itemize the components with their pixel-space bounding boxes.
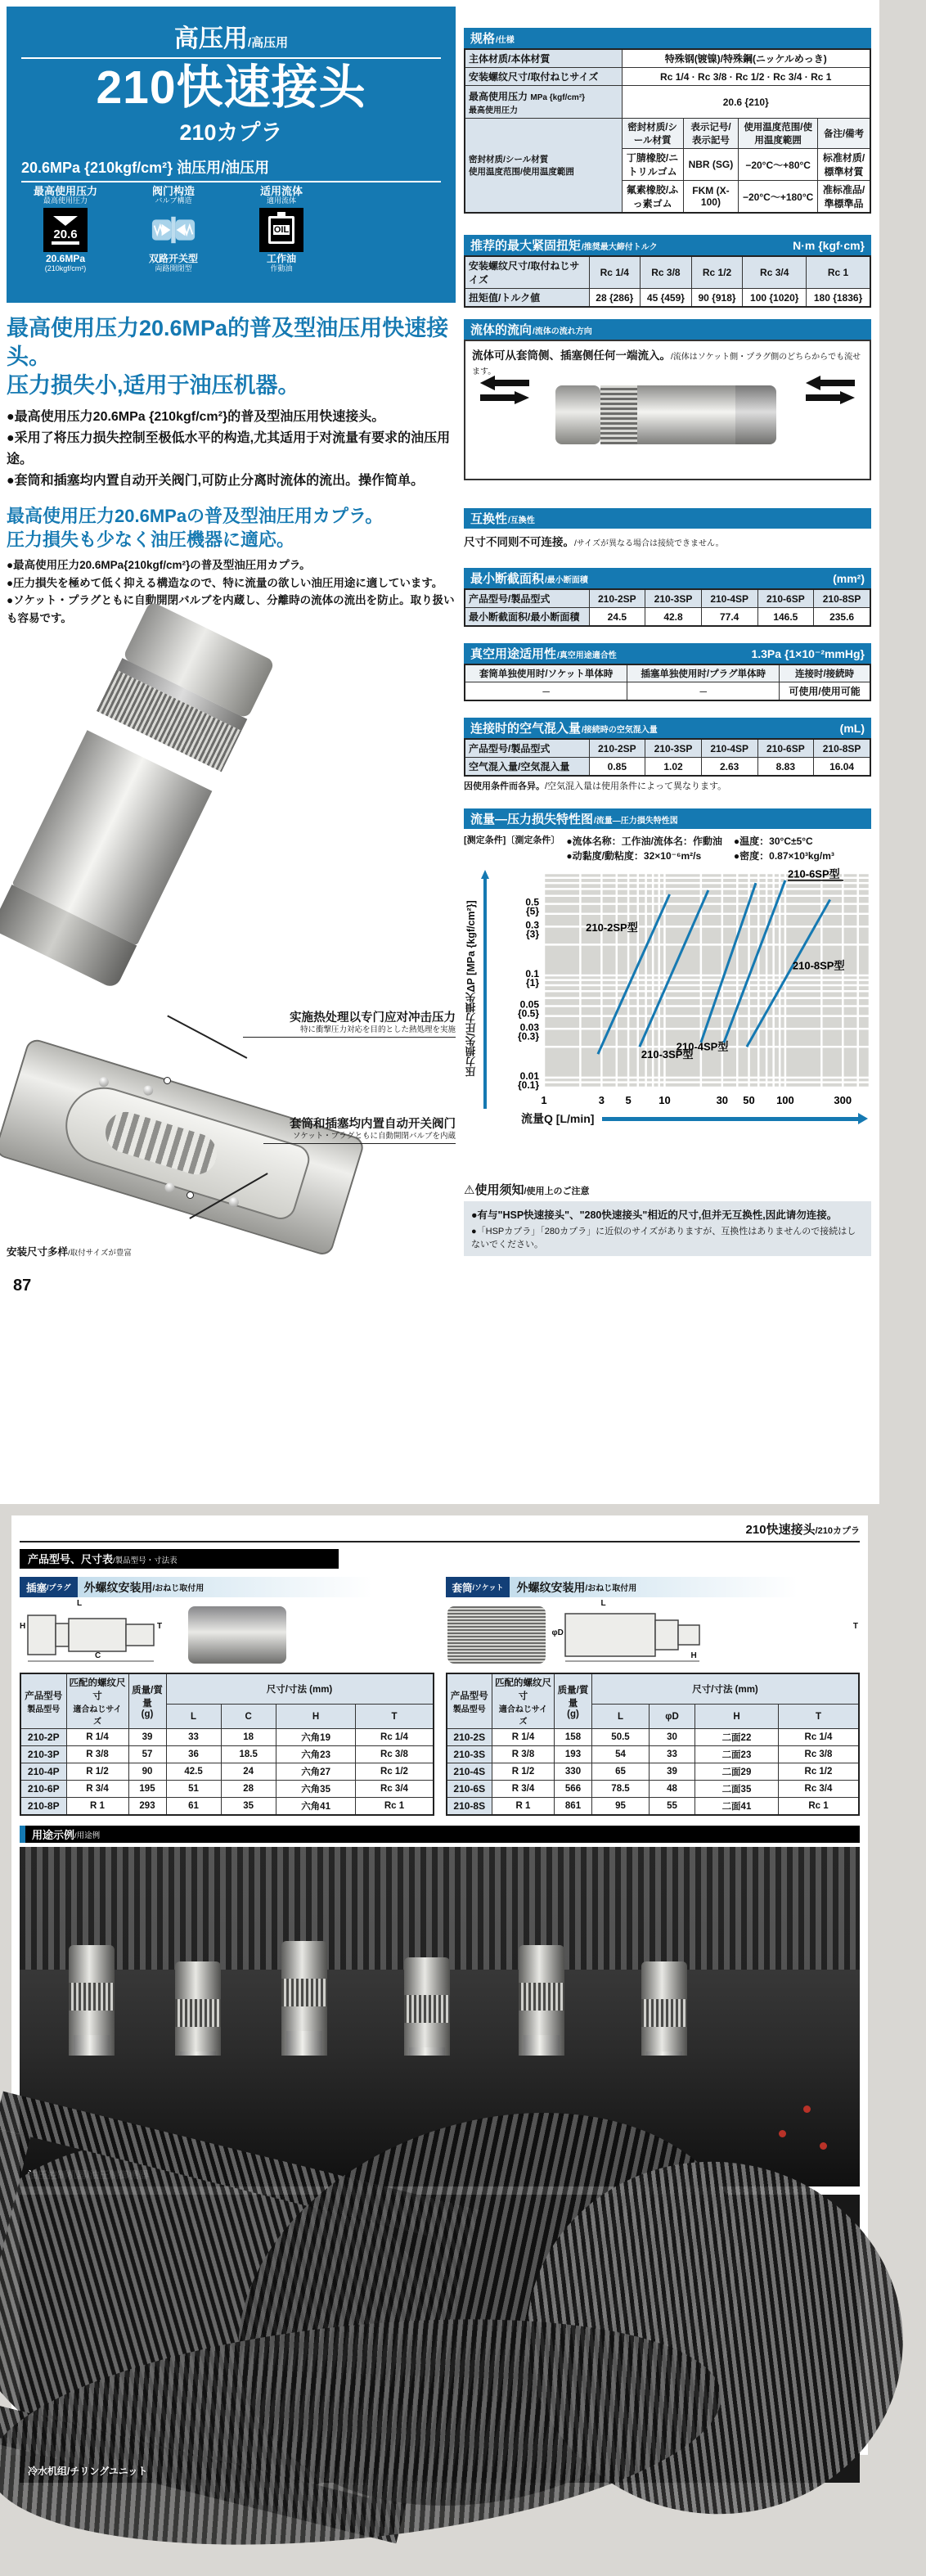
corner-title-jp: /210カプラ [815,1526,860,1536]
plug-bar [20,1577,434,1597]
headline-cn [7,314,456,400]
right-column [464,7,871,1256]
svg-text:0.01{0.1}: 0.01 {0.1} [517,1070,539,1091]
callout-heat-treatment [243,1011,456,1037]
left-column [7,7,456,1259]
cond-item: ●密度：0.87×10³kg/m³ [733,850,834,862]
icon-caption-jp: 両路開閉型 [155,263,192,272]
plug-section [20,1577,434,1816]
model-header: 210-6SP [757,739,814,758]
dim-phiD: φD [551,1628,564,1637]
size-header: Rc 3/4 [743,256,807,289]
area-value: 77.4 [701,608,757,627]
seal-cell: 氟素橡胶/ふっ素ゴム [622,181,683,214]
icon-caption-jp: 作動油 [270,263,293,272]
socket-bar [446,1577,861,1597]
caption-jp: /取付サイズが豊富 [68,1249,132,1259]
size-header: Rc 1 [807,256,870,289]
dim-T: T [157,1622,163,1631]
section-title-jp: /製品型号・寸法表 [113,1556,178,1565]
usage-notes-box [464,1201,871,1256]
model-header: 210-4SP [701,589,757,608]
row-label: 产品型号/製品型式 [465,589,589,608]
spec-value: Rc 1/4 · Rc 3/8 · Rc 1/2 · Rc 3/4 · Rc 1 [622,68,870,86]
two-way-valve-icon [151,208,196,252]
spec-table [464,48,871,214]
section-bar-flow [464,319,871,340]
vacuum-header: 插塞单独使用时/プラグ単体時 [627,664,780,682]
air-note-cn: 因使用条件而各异。 [464,781,545,791]
area-value: 42.8 [645,608,702,627]
seal-cell: 准标准品/準標準品 [818,181,870,214]
flow-arrows-left [480,376,529,405]
icon-label: 最高使用压力 [33,184,97,197]
note-line-jp: ●「HSPカプラ」「280カプラ」に近似のサイズがありますが、互換性はありませんので接続はしないでください。 [471,1227,856,1250]
bullet: ●采用了将压力损失控制至极低水平的构造,尤其适用于对流量有要求的油压用途。 [7,431,451,467]
note-line-cn: ●有与"HSP快速接头"、"280快速接头"相近的尺寸,但并无互换性,因此请勿连接。 [471,1209,838,1221]
size-header: Rc 1/2 [691,256,743,289]
air-value: 1.02 [645,758,702,777]
area-value: 24.5 [589,608,645,627]
table-row [465,682,870,701]
headline-line1: 最高使用压力20.6MPa的普及型油压用快速接头。 [7,316,449,370]
table-row [465,289,870,308]
flow-text-jp: /流体はソケット側・プラグ側のどちらからでも流せます。 [472,353,861,376]
svg-text:5: 5 [625,1094,632,1106]
bar-title-cn: 互换性 [470,512,508,526]
air-value: 16.04 [814,758,870,777]
section-bar-vacuum [464,643,871,664]
headline-jp [7,505,456,552]
mount-type-jp: /おねじ取付用 [585,1584,637,1593]
svg-text:0.3{3}: 0.3 {3} [525,919,539,940]
bullet: ●套筒和插塞均内置自动开关阀门,可防止分离时流体的流出。操作简单。 [7,474,425,488]
bar-title-cn: 规格 [470,32,496,46]
table-row: 210-8P R 1 293 61 35 六角41 Rc 1 [20,1798,434,1816]
bullet-jp: ●最高使用圧力20.6MPa{210kgf/cm²}の普及型油圧用カプラ。 [7,559,311,572]
air-value: 8.83 [757,758,814,777]
dim-T: T [852,1622,858,1631]
seal-cell: FKM (X-100) [683,181,739,214]
seal-cell: NBR (SG) [683,149,739,181]
vacuum-header: 连接时/接続時 [780,664,870,682]
flow-coupler-photo [555,376,776,457]
usage-notes-title [464,1181,871,1198]
air-inclusion-table [464,738,871,777]
model-header: 210-3SP [645,739,702,758]
product-tables-row [20,1577,860,1816]
model-header: 210-8SP [814,589,870,608]
notes-title-cn: 使用须知 [474,1183,524,1197]
tag-jp: /ソケット [472,1583,504,1592]
spec-icons-row [21,186,441,273]
vacuum-value: ─ [627,682,780,701]
row-label: 产品型号/製品型式 [465,739,589,758]
row-label: 安装螺纹尺寸/取付ねじサイズ [465,256,589,289]
plug-table [20,1673,434,1816]
subcol: H [276,1705,356,1729]
product-title-jp: 210カプラ [179,119,283,145]
bar-title-jp: /仕様 [496,36,515,45]
model-header: 210-2SP [589,589,645,608]
model-header: 210-3SP [645,589,702,608]
table-row: 210-8S R 1 861 95 55 二面41 Rc 1 [447,1798,860,1816]
usage-notes [464,1181,871,1256]
warning-icon: ⚠ [464,1183,475,1197]
col-header: 匹配的螺纹尺寸 適合ねじサイズ [492,1673,555,1729]
oil-drum-icon [259,208,303,252]
table-row: 210-4S R 1/2 330 65 39 二面29 Rc 1/2 [447,1763,860,1781]
section-title-cn: 产品型号、尺寸表 [28,1553,114,1565]
bar-title-cn: 流量—压力损失特性图 [470,813,594,826]
interchange-jp: /サイズが異なる場合は接続できません。 [574,539,724,548]
socket-line-drawing [557,1602,712,1668]
dim-H: H [690,1651,697,1660]
bar-unit: (mL) [839,722,865,735]
icon-label: 阀门构造 [151,184,195,197]
subcol: H [695,1705,779,1729]
svg-text:50: 50 [743,1094,755,1106]
cond-item: ●动黏度/動粘度：32×10⁻⁶m²/s [566,850,702,862]
hero-divider [21,57,441,59]
bar-unit: (mm²) [833,572,865,585]
flow-text-cn: 流体可从套筒侧、插塞侧任何一端流入。 [472,349,671,362]
pressure-value: 20.6 [52,227,79,245]
spec-label-unit: MPa {kgf/cm²} [530,92,586,102]
model-header: 210-2SP [589,739,645,758]
table-row [465,758,870,777]
usage-title-cn: 用途示例 [32,1829,75,1841]
bar-unit: N·m {kgf·cm} [793,239,865,252]
bullet-jp: ●ソケット・プラグともに自動開閉バルブを内蔵し、分離時の流体の流出を防止。取り扱いも容易です。 [7,594,455,624]
socket-drawings [446,1597,861,1673]
torque-value: 100 {1020} [743,289,807,308]
tag-cn: 套筒 [452,1582,473,1594]
bullet: ●最高使用压力20.6MPa {210kgf/cm²}的普及型油压用快速接头。 [7,410,385,425]
measurement-conditions [464,834,871,863]
bar-title-jp: /真空用途適合性 [557,651,617,660]
table-row: 210-3S R 3/8 193 54 33 二面23 Rc 3/8 [447,1746,860,1763]
icon-caption: 工作油 [266,253,296,265]
usage-title-jp: /用途例 [74,1831,101,1840]
torque-value: 180 {1836} [807,289,870,308]
product-title: 210快速接头 [96,61,366,114]
svg-text:30: 30 [716,1094,729,1106]
plug-tag [20,1577,78,1597]
icon-caption: 20.6MPa [45,253,86,265]
svg-text:3: 3 [598,1094,605,1106]
table-row: 210-2P R 1/4 39 33 18 六角19 Rc 1/4 [20,1729,434,1746]
hero-banner [7,7,456,303]
corner-title-cn: 210快速接头 [745,1523,816,1537]
icon-group-valve [134,186,213,273]
svg-text:210-4SP型: 210-4SP型 [676,1040,729,1053]
model-size-table-bar [20,1549,339,1569]
spec-value: 特殊钢(镀镍)/特殊鋼(ニッケルめっき) [622,49,870,68]
cond-item: ●流体名称：工作油/流体名：作動油 [566,835,722,847]
svg-text:100: 100 [776,1094,794,1106]
catalog-page-2 [11,1515,868,2477]
dim-H: H [20,1622,26,1631]
flow-arrows-right [806,376,855,405]
seal-header: 使用温度范围/使用温度範囲 [739,119,818,149]
y-axis-label-col [464,870,492,1109]
x-axis-row [521,1110,871,1127]
bar-title-cn: 流体的流向 [470,323,533,337]
icon-group-max-pressure [26,186,105,273]
x-axis-arrow [602,1117,860,1121]
bar-title-jp: /推奨最大締付トルク [582,243,658,252]
table-row: 210-2S R 1/4 158 50.5 30 二面22 Rc 1/4 [447,1729,860,1746]
socket-section [446,1577,861,1816]
seal-header: 表示记号/表示記号 [683,119,739,149]
page-number: 87 [13,1277,32,1295]
leader-line [168,1016,248,1059]
spec-label: 主体材质/本体材質 [465,49,622,68]
usage-photo-hoses [20,2195,860,2483]
callout-auto-valve [263,1118,456,1143]
bar-title-jp: /最小断面積 [545,576,588,585]
svg-text:0.03{0.3}: 0.03 {0.3} [517,1021,539,1043]
mount-type-cn: 外螺纹安装用 [83,1580,153,1594]
size-header: Rc 3/8 [641,256,692,289]
icon-label-jp: バルブ構造 [155,196,192,205]
bar-title-cn: 真空用途适用性 [470,647,557,661]
callout-text-jp: 特に衝撃圧力対応を目的とした熱処理を実施 [299,1025,456,1035]
icon-label-jp: 最高使用圧力 [43,196,88,205]
category-jp: /高压用 [247,36,289,50]
col-header: 质量/質量 (g) [128,1673,166,1729]
subcol: L [166,1705,221,1729]
oil-text: OIL [273,225,290,236]
model-header: 210-8SP [814,739,870,758]
seal-header: 备注/備考 [818,119,870,149]
spec-label-cn: 最高使用压力 [469,90,528,102]
air-value: 2.63 [701,758,757,777]
dim-L: L [600,1599,606,1608]
min-section-table [464,588,871,627]
pressure-loss-chart [464,867,871,1109]
svg-text:1: 1 [541,1094,547,1106]
table-row: 210-3P R 3/8 57 36 18.5 六角23 Rc 3/8 [20,1746,434,1763]
plug-photo [188,1606,286,1664]
vacuum-value: 可使用/使用可能 [780,682,870,701]
bar-title-jp: /流体の流れ方向 [533,327,592,336]
cond-item: ●温度：30°C±5°C [733,835,813,847]
arrow-down-icon [53,216,78,226]
torque-value: 28 {286} [589,289,641,308]
bar-title-cn: 最小断截面积 [470,572,545,586]
model-header: 210-6SP [757,589,814,608]
col-header-dim: 尺寸/寸法 (mm) [166,1673,434,1705]
icon-group-fluid [242,186,321,273]
icon-caption: 双路开关型 [148,253,198,265]
hero-divider2 [21,181,441,182]
dim-C: C [95,1651,101,1660]
feature-bullets-cn [7,407,456,492]
svg-text:0.05{0.5}: 0.05 {0.5} [517,998,539,1020]
seal-label-jp: 使用温度范围/使用温度範囲 [469,167,574,177]
section-bar-torque [464,235,871,255]
col-header: 匹配的螺纹尺寸 適合ねじサイズ [66,1673,128,1729]
max-pressure-icon [43,208,88,252]
subcol: φD [649,1705,694,1729]
svg-text:210-8SP型: 210-8SP型 [792,959,845,972]
subcol: T [356,1705,434,1729]
interchange-cn: 尺寸不同则不可连接。 [464,536,574,548]
table-row: 210-6P R 3/4 195 51 28 六角35 Rc 3/4 [20,1781,434,1798]
mount-type-cn: 外螺纹安装用 [516,1580,586,1594]
usage-examples-bar [20,1826,860,1843]
subcol: C [221,1705,276,1729]
caption-cn: 安装尺寸多样 [7,1246,69,1259]
callout-text-cn: 实施热处理以专门应对冲击压力 [290,1011,456,1025]
seal-cell: 标准材质/標準材質 [818,149,870,181]
bar-title-jp: /流量—圧力損失特性図 [594,817,678,826]
torque-value: 45 {459} [641,289,692,308]
pressure-line: 20.6MPa {210kgf/cm²} 油压用/油压用 [21,159,270,176]
torque-table [464,255,871,308]
socket-tag [446,1577,510,1597]
model-header: 210-4SP [701,739,757,758]
spec-label: 安装螺纹尺寸/取付ねじサイズ [465,68,622,86]
page2-header [20,1520,860,1542]
callout-text-cn: 套筒和插塞均内置自动开关阀门 [290,1118,456,1132]
callout-text-jp: ソケット・プラグともに自動開閉バルブを内蔵 [292,1132,456,1142]
bar-title-cn: 推荐的最大紧固扭矩 [470,239,582,253]
col-header: 质量/質量 (g) [555,1673,592,1729]
category-cn: 高压用 [173,25,248,52]
tag-cn: 插塞 [26,1582,47,1594]
svg-text:0.5{5}: 0.5 {5} [525,896,539,917]
torque-value: 90 {918} [691,289,743,308]
icon-label-jp: 適用流体 [266,196,296,205]
svg-text:210-6SP型: 210-6SP型 [788,867,840,880]
headline-line2: 压力损失小,适用于油压机器。 [7,373,300,399]
photo-caption-chiller: 冷水机组/チリングユニット [28,2466,148,2477]
col-header-dim: 尺寸/寸法 (mm) [592,1673,860,1705]
bar-title-cn: 连接时的空气混入量 [470,722,582,736]
row-label: 最小断截面积/最小断面積 [465,608,589,627]
size-header: Rc 1/4 [589,256,641,289]
bar-title-jp: /互換性 [508,516,535,525]
col-header: 产品型号 製品型号 [447,1673,492,1729]
section-bar-spec [464,28,871,48]
svg-text:10: 10 [659,1094,671,1106]
bullet-jp: ●圧力損失を極めて低く抑える構造なので、特に流量の欲しい油圧用途に適しています。 [7,576,443,589]
air-note [464,779,871,792]
product-photo [7,627,456,997]
svg-text:0.1{1}: 0.1 {1} [525,967,539,989]
category-heading [21,18,441,54]
section-bar-air [464,718,871,738]
plug-drawings [20,1597,434,1673]
svg-text:300: 300 [834,1094,852,1106]
feature-bullets-jp [7,556,456,627]
area-value: 146.5 [757,608,814,627]
spec-value: 20.6 {210} [622,86,870,119]
x-axis-label: 流量Q [L/min] [521,1112,595,1125]
air-value: 0.85 [589,758,645,777]
section-bar-chart [464,808,871,829]
tag-jp: /プラグ [47,1583,71,1592]
mount-size-caption [7,1244,456,1259]
table-row [465,608,870,627]
seal-cell: 丁腈橡胶/ニトリルゴム [622,149,683,181]
icon-caption2: (210kgf/cm²) [44,263,87,272]
icon-label: 适用流体 [259,184,303,197]
area-value: 235.6 [814,608,870,627]
notes-title-jp: /使用上のご注意 [524,1187,590,1196]
spec-label [465,86,622,119]
seal-label-cn: 密封材质/シール材質 [469,155,549,164]
seal-cell: −20°C～+180°C [739,181,818,214]
cutaway-body [0,1038,366,1258]
cond-label: [测定条件]〔測定条件〕 [464,835,560,845]
subcol: L [592,1705,650,1729]
subcol: T [778,1705,859,1729]
interchange-text [464,533,871,550]
cutaway-diagram [7,997,456,1239]
table-row: 210-4P R 1/2 90 42.5 24 六角27 Rc 1/2 [20,1763,434,1781]
col-header: 产品型号 製品型号 [20,1673,66,1729]
y-axis-arrow [480,870,490,1109]
table-row: 210-6S R 3/4 566 78.5 48 二面35 Rc 3/4 [447,1781,860,1798]
bar-unit: 1.3Pa {1×10⁻²mmHg} [751,647,865,660]
socket-table [446,1673,861,1816]
vacuum-header: 套筒单独使用时/ソケット単体時 [465,664,627,682]
spec-label [465,119,622,214]
seal-header: 密封材质/シール材質 [622,119,683,149]
vacuum-value: ─ [465,682,627,701]
headline-jp-line2: 圧力損失も少なく油圧機器に適応。 [7,529,295,550]
seal-cell: −20°C～+80°C [739,149,818,181]
chart-canvas [492,867,876,1109]
y-axis-label: 压力损失/圧力損失ΔP [MPa {kgf/cm²}] [465,900,477,1077]
headline-jp-line1: 最高使用圧力20.6MPaの普及型油圧用カプラ。 [7,505,384,526]
row-label: 扭矩值/トルク値 [465,289,589,308]
socket-photo [447,1606,546,1664]
air-note-jp: /空気混入量は使用条件によって異なります。 [545,781,727,791]
page-gap [0,1504,879,1515]
flow-direction-box [464,340,871,480]
section-bar-minsection [464,568,871,588]
svg-text:210-3SP型: 210-3SP型 [641,1048,694,1061]
spec-label-jp: 最高使用圧力 [469,106,518,115]
section-bar-interchange [464,508,871,529]
mount-type-jp: /おねじ取付用 [152,1584,205,1593]
svg-text:210-2SP型: 210-2SP型 [586,921,638,934]
dim-L: L [77,1599,83,1608]
bar-title-jp: /接続時の空気混入量 [582,726,658,735]
row-label: 空气混入量/空気混入量 [465,758,589,777]
vacuum-table [464,664,871,701]
